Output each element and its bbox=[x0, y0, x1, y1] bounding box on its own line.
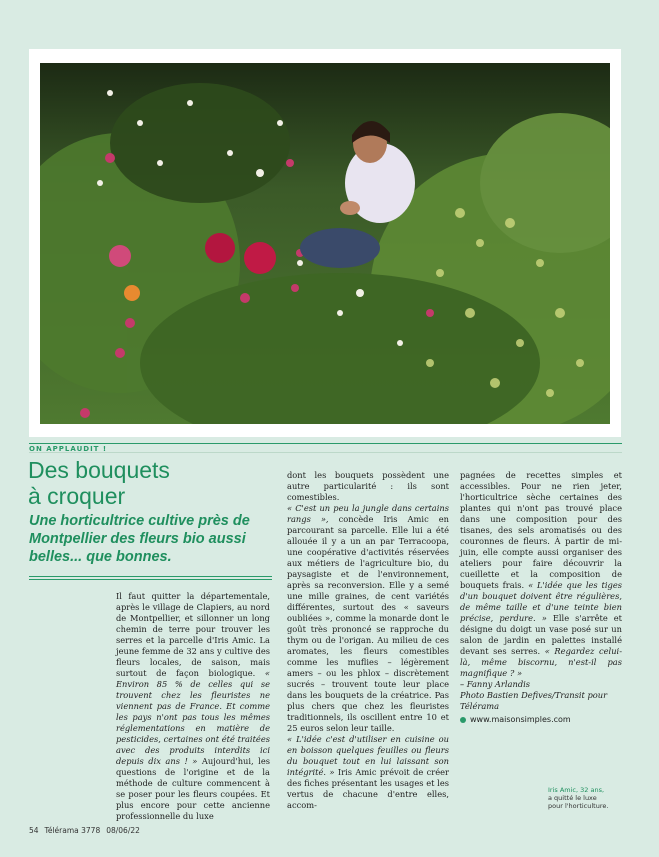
standfirst-rule-1 bbox=[29, 576, 272, 577]
page-footer bbox=[29, 826, 140, 835]
headline-line-1: Des bouquets bbox=[28, 457, 170, 483]
article-column-3 bbox=[460, 470, 622, 725]
author-signature: – Fanny Arlandis bbox=[460, 679, 531, 689]
issue-date: 08/06/22 bbox=[106, 826, 140, 835]
body-text: Aujourd'hui, les questions de l'origine et de la méthode de culture commencent à se poser pour les fleurs coupées. Et plus encore pour cette ancienne professionnelle du luxe bbox=[116, 756, 270, 821]
body-text: Elle s'arrête et désigne du doigt un vase posé sur un salon de jardin en palettes installé devant ses serres. bbox=[460, 613, 623, 656]
caption-line: pour l'horticulture. bbox=[548, 802, 609, 810]
flower-field-illustration bbox=[40, 63, 610, 424]
caption-age: 32 ans, bbox=[580, 786, 605, 794]
body-text: Il faut quitter la départementale, après le village de Clapiers, au nord de Montpellier, et sillonner un long chemin de terre pour trouver les serres et la parcelle d'Iris Amic. La jeune femme de 32 ans y cultive des fleurs locales, de saison, mais surtout de façon biologique. bbox=[116, 591, 270, 678]
paragraph: dont les bouquets possèdent une autre particularité : ils sont comestibles. bbox=[287, 470, 449, 502]
caption-name: Iris Amic, bbox=[548, 786, 579, 794]
body-text: Iris Amic prévoit de créer des fiches présentant les usages et les vertus de chacune d'entre elles, accom- bbox=[287, 767, 449, 810]
website-link[interactable] bbox=[460, 714, 622, 725]
kicker-rule bbox=[29, 452, 622, 453]
photo-frame bbox=[29, 49, 621, 437]
paragraph bbox=[287, 503, 449, 734]
quote-text: « C'est un peu la jungle dans certains rangs », bbox=[287, 503, 449, 524]
standfirst-rule-2 bbox=[29, 579, 272, 580]
magazine-issue: Télérama 3778 bbox=[44, 826, 101, 835]
paragraph bbox=[460, 470, 622, 679]
quote-text: « Environ 85 % de celles qui se trouvent chez les fleuristes ne viennent pas de France. Et comme les pays n'ont pas tous les mêmes réglementations en matière de pesticides, certaines ont été traitées avec des produits interdits ici depuis dix ans ! » bbox=[116, 668, 270, 766]
kicker: ON APPLAUDIT ! bbox=[29, 445, 108, 453]
photo-caption bbox=[548, 786, 628, 810]
quote-text: « L'idée que les tiges d'un bouquet doivent être régulières, de même taille et d'une teinte bien précise, perdure. » bbox=[460, 580, 622, 623]
paragraph bbox=[116, 591, 270, 822]
page-number: 54 bbox=[29, 826, 39, 835]
article-column-1 bbox=[116, 591, 270, 822]
quote-text: « L'idée c'est d'utiliser en cuisine ou en boisson quelques feuilles ou fleurs du bouquet tout en lui laissant son intégrité. » bbox=[287, 734, 449, 777]
paragraph bbox=[287, 734, 449, 811]
headline-line-2: à croquer bbox=[28, 483, 126, 509]
photo-credit: Photo Bastien Defives/Transit pour Télérama bbox=[460, 690, 608, 711]
quote-text: « Regardez celui-là, même biscornu, n'est-il pas magnifique ? » bbox=[460, 646, 623, 678]
headline bbox=[28, 457, 268, 509]
website-url[interactable]: www.maisonsimples.com bbox=[470, 715, 571, 724]
standfirst: Une horticultrice cultive près de Montpellier des fleurs bio aussi belles... que bonnes. bbox=[29, 513, 250, 565]
bullet-icon bbox=[460, 717, 466, 723]
article-column-2 bbox=[287, 470, 449, 811]
top-rule bbox=[29, 443, 622, 444]
article-photo bbox=[40, 63, 610, 424]
body-text: pagnées de recettes simples et accessibles. Pour ne rien jeter, l'horticultrice sèche certaines des plantes qui n'ont pas trouvé place dans une composition pour des tisanes, des sels aromatisés ou des couronnes de fleurs. À partir de mi-juin, elle compte aussi organiser des ateliers pour faire découvrir la cueillette et la composition de bouquets frais. bbox=[460, 470, 622, 590]
body-text: concède Iris Amic en parcourant sa parcelle. Elle lui a été allouée il y a un an par Terracoopa, une coopérative d'activités réservées aux métiers de l'agriculture bio, du paysagiste et de l'environnement, après sa reconversion. Elle y a semé une mille graines, de cent variétés différentes, surtout des « saveurs oubliées », comme la monarde dont le goût très prononcé se rapproche du thym ou de l'origan. Au milieu de ces aromates, les fleurs comestibles comme les muflies – légèrement amers – ou les phlox – discrètement sucrés – trouvent toute leur place dans les bouquets de la créatrice. Pas plus chers que chez les fleuristes traditionnels, ils oscillent entre 10 et 25 euros selon leur taille. bbox=[287, 514, 449, 733]
caption-line: a quitté le luxe bbox=[548, 794, 597, 802]
